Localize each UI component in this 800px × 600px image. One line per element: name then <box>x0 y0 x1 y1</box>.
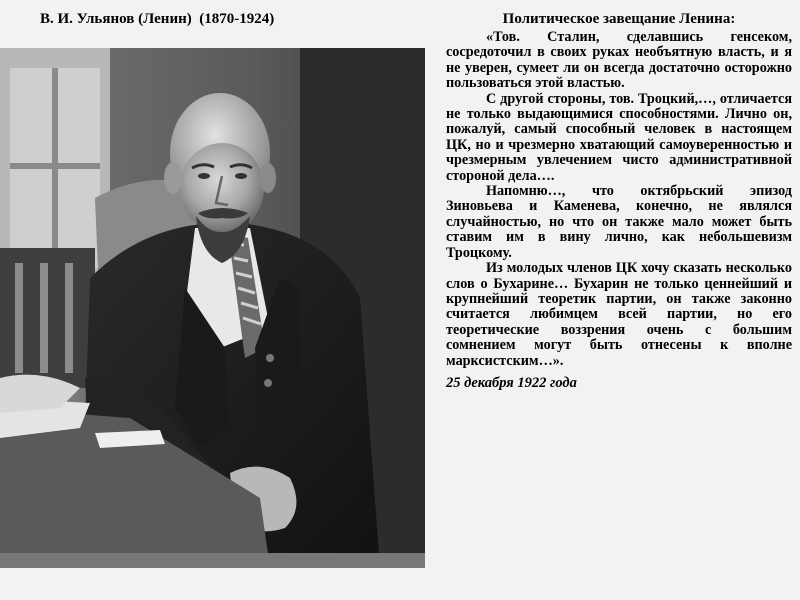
portrait-illustration <box>0 48 425 568</box>
testament-heading: Политическое завещание Ленина: <box>502 11 736 27</box>
testament-paragraph-trotsky: С другой стороны, тов. Троцкий,…, отличается не только выдающимися способностями. Лично он, пожалуй, самый способный человек в настоящем ЦК, но и чрезмерно хватающий самоуверенностью и чрезмерным увлечением чисто административной стороной дела…. <box>446 90 792 184</box>
testament-date: 25 декабря 1922 года <box>446 374 577 391</box>
testament-paragraph-stalin: «Тов. Сталин, сделавшись генсеком, сосредоточил в своих руках необъятную власть, и я не уверен, сумеет ли он всегда достаточно осторожно пользоваться этой властью. <box>446 29 792 92</box>
testament-paragraph-bukharin: Из молодых членов ЦК хочу сказать несколько слов о Бухарине… Бухарин не только ценнейший и крупнейший теоретик партии, он также законно считается любимцем всей партии, но его теоретические воззрения очень с большим сомнением могут быть отнесены к вполне марксистским…». <box>446 260 792 369</box>
photo-caption: В. И. Ульянов (Ленин) (1870-1924) <box>40 11 275 27</box>
portrait-photo <box>0 48 425 568</box>
testament-panel <box>446 10 792 392</box>
testament-paragraph-zinoviev-kamenev: Напомню…, что октябрьский эпизод Зиновьева и Каменева, конечно, не являлся случайностью, но что он также мало может быть ставим им в вину лично, как небольшевизм Троцкому. <box>446 183 792 261</box>
